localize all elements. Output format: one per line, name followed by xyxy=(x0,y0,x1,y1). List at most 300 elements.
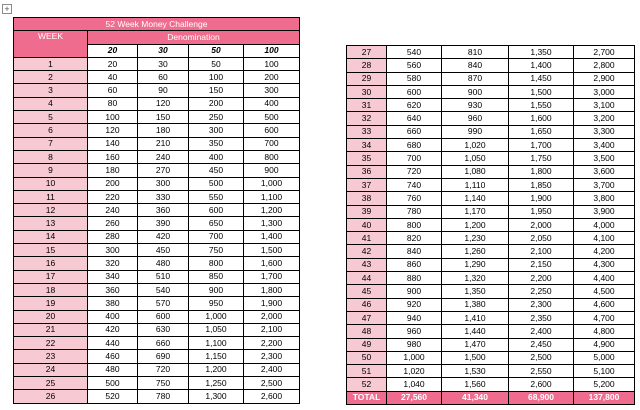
amount-cell: 1,400 xyxy=(509,59,574,72)
amount-cell: 2,500 xyxy=(244,377,300,390)
table-row xyxy=(347,258,635,271)
amount-cell: 1,170 xyxy=(442,205,509,218)
amount-cell: 800 xyxy=(244,150,300,163)
week-number-cell: 32 xyxy=(347,112,387,125)
amount-cell: 2,000 xyxy=(244,310,300,323)
week-number-cell: 6 xyxy=(14,124,88,137)
table-row xyxy=(14,111,300,124)
amount-cell: 1,900 xyxy=(509,192,574,205)
amount-cell: 980 xyxy=(387,338,442,351)
amount-cell: 2,300 xyxy=(509,298,574,311)
table-row xyxy=(347,311,635,324)
amount-cell: 4,700 xyxy=(574,311,635,324)
amount-cell: 1,110 xyxy=(442,178,509,191)
amount-cell: 2,400 xyxy=(244,363,300,376)
amount-cell: 360 xyxy=(138,204,189,217)
amount-cell: 2,000 xyxy=(509,218,574,231)
amount-cell: 2,100 xyxy=(509,245,574,258)
amount-cell: 3,600 xyxy=(574,165,635,178)
week-number-cell: 8 xyxy=(14,150,88,163)
week-number-cell: 7 xyxy=(14,137,88,150)
amount-cell: 1,250 xyxy=(189,377,244,390)
table-row xyxy=(347,285,635,298)
table-row xyxy=(347,59,635,72)
amount-cell: 1,800 xyxy=(244,283,300,296)
amount-cell: 1,200 xyxy=(189,363,244,376)
amount-cell: 180 xyxy=(88,164,138,177)
amount-cell: 2,100 xyxy=(244,323,300,336)
amount-cell: 450 xyxy=(138,244,189,257)
amount-cell: 900 xyxy=(387,285,442,298)
table-row xyxy=(14,164,300,177)
week-number-cell: 26 xyxy=(14,390,88,403)
amount-cell: 2,700 xyxy=(574,46,635,59)
week-number-cell: 35 xyxy=(347,152,387,165)
challenge-table-left xyxy=(13,17,300,404)
denomination-20: 20 xyxy=(88,44,138,57)
amount-cell: 80 xyxy=(88,97,138,110)
amount-cell: 2,250 xyxy=(509,285,574,298)
amount-cell: 520 xyxy=(88,390,138,403)
week-header: WEEK xyxy=(14,31,88,58)
table-row xyxy=(14,217,300,230)
table-move-handle-icon[interactable]: + xyxy=(2,4,12,14)
table-row xyxy=(14,71,300,84)
amount-cell: 990 xyxy=(442,125,509,138)
amount-cell: 690 xyxy=(138,350,189,363)
amount-cell: 2,400 xyxy=(509,325,574,338)
amount-cell: 540 xyxy=(387,46,442,59)
amount-cell: 900 xyxy=(442,85,509,98)
amount-cell: 1,950 xyxy=(509,205,574,218)
amount-cell: 400 xyxy=(189,150,244,163)
amount-cell: 450 xyxy=(189,164,244,177)
week-number-cell: 17 xyxy=(14,270,88,283)
amount-cell: 3,200 xyxy=(574,112,635,125)
amount-cell: 1,700 xyxy=(509,139,574,152)
amount-cell: 680 xyxy=(387,139,442,152)
amount-cell: 380 xyxy=(88,297,138,310)
amount-cell: 120 xyxy=(138,97,189,110)
amount-cell: 550 xyxy=(189,190,244,203)
amount-cell: 2,500 xyxy=(509,351,574,364)
amount-cell: 400 xyxy=(88,310,138,323)
week-number-cell: 49 xyxy=(347,338,387,351)
amount-cell: 1,410 xyxy=(442,311,509,324)
amount-cell: 330 xyxy=(138,190,189,203)
week-number-cell: 3 xyxy=(14,84,88,97)
amount-cell: 1,470 xyxy=(442,338,509,351)
amount-cell: 1,200 xyxy=(244,204,300,217)
amount-cell: 20 xyxy=(88,57,138,70)
amount-cell: 210 xyxy=(138,137,189,150)
amount-cell: 2,300 xyxy=(244,350,300,363)
amount-cell: 760 xyxy=(387,192,442,205)
amount-cell: 2,200 xyxy=(244,337,300,350)
week-number-cell: 45 xyxy=(347,285,387,298)
amount-cell: 580 xyxy=(387,72,442,85)
table-row xyxy=(14,124,300,137)
amount-cell: 2,600 xyxy=(509,378,574,391)
week-number-cell: 37 xyxy=(347,178,387,191)
amount-cell: 460 xyxy=(88,350,138,363)
amount-cell: 300 xyxy=(88,244,138,257)
amount-cell: 4,900 xyxy=(574,338,635,351)
amount-cell: 800 xyxy=(387,218,442,231)
amount-cell: 1,150 xyxy=(189,350,244,363)
amount-cell: 600 xyxy=(189,204,244,217)
amount-cell: 4,500 xyxy=(574,285,635,298)
amount-cell: 100 xyxy=(189,71,244,84)
week-number-cell: 38 xyxy=(347,192,387,205)
total-label: TOTAL xyxy=(347,391,387,404)
amount-cell: 60 xyxy=(88,84,138,97)
amount-cell: 500 xyxy=(88,377,138,390)
amount-cell: 440 xyxy=(88,337,138,350)
table-row xyxy=(347,46,635,59)
amount-cell: 420 xyxy=(138,230,189,243)
amount-cell: 360 xyxy=(88,283,138,296)
amount-cell: 1,560 xyxy=(442,378,509,391)
amount-cell: 2,150 xyxy=(509,258,574,271)
amount-cell: 870 xyxy=(442,72,509,85)
amount-cell: 1,750 xyxy=(509,152,574,165)
amount-cell: 600 xyxy=(244,124,300,137)
amount-cell: 340 xyxy=(88,270,138,283)
amount-cell: 3,000 xyxy=(574,85,635,98)
amount-cell: 1,290 xyxy=(442,258,509,271)
amount-cell: 250 xyxy=(189,111,244,124)
amount-cell: 1,600 xyxy=(244,257,300,270)
amount-cell: 100 xyxy=(88,111,138,124)
amount-cell: 960 xyxy=(387,325,442,338)
amount-cell: 300 xyxy=(244,84,300,97)
table-row xyxy=(347,192,635,205)
amount-cell: 3,800 xyxy=(574,192,635,205)
table-row xyxy=(347,99,635,112)
amount-cell: 3,100 xyxy=(574,99,635,112)
amount-cell: 4,000 xyxy=(574,218,635,231)
amount-cell: 2,900 xyxy=(574,72,635,85)
amount-cell: 1,020 xyxy=(387,365,442,378)
amount-cell: 260 xyxy=(88,217,138,230)
week-number-cell: 41 xyxy=(347,232,387,245)
amount-cell: 700 xyxy=(189,230,244,243)
table-row xyxy=(14,390,300,403)
amount-cell: 1,000 xyxy=(244,177,300,190)
table-row xyxy=(14,363,300,376)
week-number-cell: 1 xyxy=(14,57,88,70)
amount-cell: 900 xyxy=(244,164,300,177)
amount-cell: 850 xyxy=(189,270,244,283)
amount-cell: 40 xyxy=(88,71,138,84)
amount-cell: 1,100 xyxy=(244,190,300,203)
amount-cell: 200 xyxy=(189,97,244,110)
amount-cell: 600 xyxy=(138,310,189,323)
table-row xyxy=(347,112,635,125)
amount-cell: 1,900 xyxy=(244,297,300,310)
amount-cell: 4,200 xyxy=(574,245,635,258)
amount-cell: 30 xyxy=(138,57,189,70)
amount-cell: 1,700 xyxy=(244,270,300,283)
amount-cell: 3,300 xyxy=(574,125,635,138)
amount-cell: 940 xyxy=(387,311,442,324)
week-number-cell: 4 xyxy=(14,97,88,110)
amount-cell: 4,100 xyxy=(574,232,635,245)
amount-cell: 780 xyxy=(387,205,442,218)
table-row xyxy=(347,72,635,85)
amount-cell: 140 xyxy=(88,137,138,150)
amount-cell: 150 xyxy=(138,111,189,124)
amount-cell: 810 xyxy=(442,46,509,59)
amount-cell: 1,230 xyxy=(442,232,509,245)
amount-cell: 1,040 xyxy=(387,378,442,391)
table-row xyxy=(14,57,300,70)
denomination-header: Denomination xyxy=(88,31,300,44)
table-row xyxy=(14,257,300,270)
week-number-cell: 14 xyxy=(14,230,88,243)
amount-cell: 60 xyxy=(138,71,189,84)
table-row xyxy=(14,177,300,190)
amount-cell: 1,850 xyxy=(509,178,574,191)
amount-cell: 660 xyxy=(387,125,442,138)
amount-cell: 5,200 xyxy=(574,378,635,391)
amount-cell: 1,350 xyxy=(442,285,509,298)
amount-cell: 2,800 xyxy=(574,59,635,72)
table-row xyxy=(14,137,300,150)
week-number-cell: 43 xyxy=(347,258,387,271)
table-row xyxy=(347,125,635,138)
amount-cell: 1,500 xyxy=(442,351,509,364)
amount-cell: 1,600 xyxy=(509,112,574,125)
amount-cell: 1,450 xyxy=(509,72,574,85)
amount-cell: 3,400 xyxy=(574,139,635,152)
amount-cell: 600 xyxy=(387,85,442,98)
amount-cell: 920 xyxy=(387,298,442,311)
amount-cell: 1,500 xyxy=(509,85,574,98)
week-number-cell: 10 xyxy=(14,177,88,190)
table-row xyxy=(347,272,635,285)
week-number-cell: 46 xyxy=(347,298,387,311)
amount-cell: 200 xyxy=(244,71,300,84)
amount-cell: 420 xyxy=(88,323,138,336)
week-number-cell: 5 xyxy=(14,111,88,124)
table-row xyxy=(347,165,635,178)
amount-cell: 480 xyxy=(88,363,138,376)
amount-cell: 660 xyxy=(138,337,189,350)
amount-cell: 880 xyxy=(387,272,442,285)
table-row xyxy=(14,230,300,243)
amount-cell: 720 xyxy=(138,363,189,376)
week-number-cell: 27 xyxy=(347,46,387,59)
table-row xyxy=(347,325,635,338)
table-row xyxy=(14,244,300,257)
challenge-table-right xyxy=(346,45,635,405)
amount-cell: 150 xyxy=(189,84,244,97)
amount-cell: 400 xyxy=(244,97,300,110)
amount-cell: 3,500 xyxy=(574,152,635,165)
amount-cell: 1,650 xyxy=(509,125,574,138)
amount-cell: 4,800 xyxy=(574,325,635,338)
week-number-cell: 31 xyxy=(347,99,387,112)
amount-cell: 280 xyxy=(88,230,138,243)
amount-cell: 320 xyxy=(88,257,138,270)
total-amount-cell: 137,800 xyxy=(574,391,635,404)
week-number-cell: 11 xyxy=(14,190,88,203)
table-row xyxy=(14,377,300,390)
table-title: 52 Week Money Challenge xyxy=(14,18,300,31)
amount-cell: 500 xyxy=(189,177,244,190)
amount-cell: 900 xyxy=(189,283,244,296)
total-amount-cell: 27,560 xyxy=(387,391,442,404)
amount-cell: 630 xyxy=(138,323,189,336)
amount-cell: 90 xyxy=(138,84,189,97)
table-row xyxy=(14,150,300,163)
week-number-cell: 47 xyxy=(347,311,387,324)
week-number-cell: 21 xyxy=(14,323,88,336)
week-number-cell: 50 xyxy=(347,351,387,364)
week-number-cell: 34 xyxy=(347,139,387,152)
week-number-cell: 9 xyxy=(14,164,88,177)
table-row xyxy=(347,85,635,98)
table-row xyxy=(14,323,300,336)
amount-cell: 390 xyxy=(138,217,189,230)
totals-row xyxy=(347,391,635,404)
amount-cell: 120 xyxy=(88,124,138,137)
amount-cell: 1,260 xyxy=(442,245,509,258)
week-number-cell: 29 xyxy=(347,72,387,85)
week-number-cell: 44 xyxy=(347,272,387,285)
amount-cell: 780 xyxy=(138,390,189,403)
amount-cell: 2,450 xyxy=(509,338,574,351)
amount-cell: 950 xyxy=(189,297,244,310)
amount-cell: 930 xyxy=(442,99,509,112)
week-number-cell: 52 xyxy=(347,378,387,391)
table-row xyxy=(14,270,300,283)
amount-cell: 2,050 xyxy=(509,232,574,245)
amount-cell: 350 xyxy=(189,137,244,150)
amount-cell: 1,140 xyxy=(442,192,509,205)
week-number-cell: 28 xyxy=(347,59,387,72)
amount-cell: 300 xyxy=(138,177,189,190)
amount-cell: 540 xyxy=(138,283,189,296)
table-row xyxy=(347,351,635,364)
amount-cell: 2,550 xyxy=(509,365,574,378)
amount-cell: 4,300 xyxy=(574,258,635,271)
week-number-cell: 39 xyxy=(347,205,387,218)
denomination-30: 30 xyxy=(138,44,189,57)
amount-cell: 2,200 xyxy=(509,272,574,285)
amount-cell: 1,020 xyxy=(442,139,509,152)
table-row xyxy=(14,297,300,310)
week-number-cell: 48 xyxy=(347,325,387,338)
amount-cell: 480 xyxy=(138,257,189,270)
amount-cell: 500 xyxy=(244,111,300,124)
amount-cell: 510 xyxy=(138,270,189,283)
table-row xyxy=(347,378,635,391)
amount-cell: 1,000 xyxy=(189,310,244,323)
table-row xyxy=(14,190,300,203)
amount-cell: 800 xyxy=(189,257,244,270)
amount-cell: 1,320 xyxy=(442,272,509,285)
week-number-cell: 2 xyxy=(14,71,88,84)
amount-cell: 2,350 xyxy=(509,311,574,324)
amount-cell: 300 xyxy=(189,124,244,137)
table-row xyxy=(14,350,300,363)
table-row xyxy=(347,298,635,311)
amount-cell: 840 xyxy=(387,245,442,258)
amount-cell: 1,350 xyxy=(509,46,574,59)
amount-cell: 1,400 xyxy=(244,230,300,243)
week-number-cell: 40 xyxy=(347,218,387,231)
amount-cell: 1,800 xyxy=(509,165,574,178)
table-row xyxy=(347,365,635,378)
week-number-cell: 13 xyxy=(14,217,88,230)
week-number-cell: 12 xyxy=(14,204,88,217)
table-row xyxy=(347,245,635,258)
amount-cell: 700 xyxy=(387,152,442,165)
amount-cell: 4,400 xyxy=(574,272,635,285)
week-number-cell: 16 xyxy=(14,257,88,270)
amount-cell: 560 xyxy=(387,59,442,72)
week-number-cell: 36 xyxy=(347,165,387,178)
amount-cell: 1,440 xyxy=(442,325,509,338)
amount-cell: 50 xyxy=(189,57,244,70)
amount-cell: 650 xyxy=(189,217,244,230)
table-row xyxy=(14,97,300,110)
amount-cell: 2,600 xyxy=(244,390,300,403)
amount-cell: 180 xyxy=(138,124,189,137)
amount-cell: 1,500 xyxy=(244,244,300,257)
amount-cell: 1,300 xyxy=(244,217,300,230)
denomination-100: 100 xyxy=(244,44,300,57)
amount-cell: 620 xyxy=(387,99,442,112)
table-row xyxy=(14,204,300,217)
table-row xyxy=(347,232,635,245)
week-number-cell: 24 xyxy=(14,363,88,376)
total-amount-cell: 41,340 xyxy=(442,391,509,404)
total-amount-cell: 68,900 xyxy=(509,391,574,404)
week-number-cell: 15 xyxy=(14,244,88,257)
amount-cell: 1,080 xyxy=(442,165,509,178)
amount-cell: 750 xyxy=(138,377,189,390)
amount-cell: 840 xyxy=(442,59,509,72)
amount-cell: 820 xyxy=(387,232,442,245)
table-row xyxy=(14,310,300,323)
week-number-cell: 42 xyxy=(347,245,387,258)
amount-cell: 270 xyxy=(138,164,189,177)
amount-cell: 160 xyxy=(88,150,138,163)
amount-cell: 3,900 xyxy=(574,205,635,218)
amount-cell: 860 xyxy=(387,258,442,271)
denomination-50: 50 xyxy=(189,44,244,57)
table-row xyxy=(347,205,635,218)
week-number-cell: 20 xyxy=(14,310,88,323)
table-row xyxy=(14,84,300,97)
week-number-cell: 51 xyxy=(347,365,387,378)
table-row xyxy=(347,139,635,152)
table-row xyxy=(347,152,635,165)
amount-cell: 1,530 xyxy=(442,365,509,378)
amount-cell: 1,300 xyxy=(189,390,244,403)
table-row xyxy=(347,178,635,191)
table-row xyxy=(347,218,635,231)
week-number-cell: 18 xyxy=(14,283,88,296)
amount-cell: 720 xyxy=(387,165,442,178)
week-number-cell: 23 xyxy=(14,350,88,363)
table-row xyxy=(347,338,635,351)
week-number-cell: 33 xyxy=(347,125,387,138)
